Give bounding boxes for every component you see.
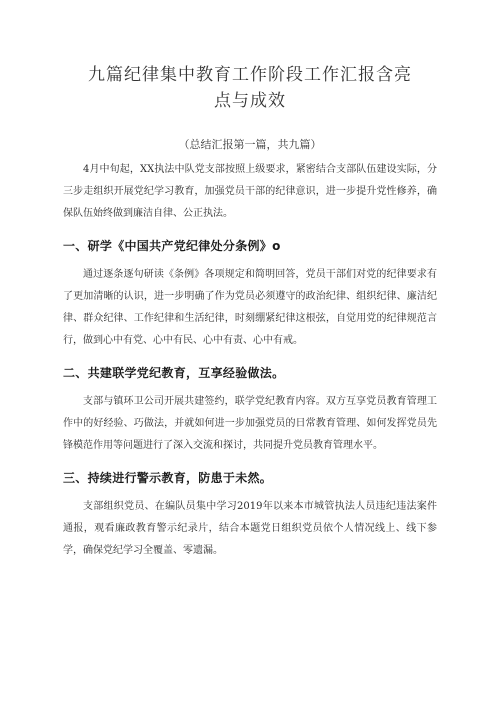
section-body: 支部与镇环卫公司开展共建签约，联学党纪教育内容。双方互享党员教育管理工作中的好经验、巧做法，并就如何进一步加强党员的日常教育管理、如何发挥党员先锋模范作用等问题进行了深入交流和探讨，共同提升党员教育管理水平。: [63, 396, 437, 451]
intro-paragraph: 4月中旬起，XX执法中队党支部按照上级要求，紧密结合支部队伍建设实际，分三步走组织开展党纪学习教育，加强党员干部的纪律意识，进一步提升党性修养，确保队伍始终做到廉洁自律、公正执法。: [63, 164, 437, 219]
document-subtitle: （总结汇报第一篇，共九篇）: [178, 138, 322, 151]
section-3: [63, 467, 437, 562]
section-heading: 一、研学《中国共产党纪律处分条例》o: [63, 239, 281, 253]
section-heading: 三、持续进行警示教育，防患于未然。: [63, 471, 273, 485]
section-heading: 二、共建联学党纪教育，互享经验做法。: [63, 366, 285, 380]
title-line-2: 点与成效: [214, 91, 286, 111]
document-title: [63, 0, 437, 114]
section-2: [63, 362, 437, 457]
section-1: [63, 235, 437, 352]
section-body: 通过逐条逐句研读《条例》各项规定和简明回答，党员干部们对党的纪律要求有了更加清晰的认识，进一步明确了作为党员必须遵守的政治纪律、组织纪律、廉洁纪律、群众纪律、工作纪律和生活纪律，时刻绷紧纪律这根弦，自觉用党的纪律规范言行，做到心中有党、心中有民、心中有责、心中有戒。: [63, 269, 437, 346]
title-line-1: 九篇纪律集中教育工作阶段工作汇报含亮: [88, 65, 412, 85]
section-body: 支部组织党员、在编队员集中学习2019年以来本市城管执法人员违纪违法案件通报，观看廉政教育警示纪录片，结合本题党日组织党员依个人情况线上、线下参学，确保党纪学习全覆盖、零遗漏。: [63, 501, 437, 556]
